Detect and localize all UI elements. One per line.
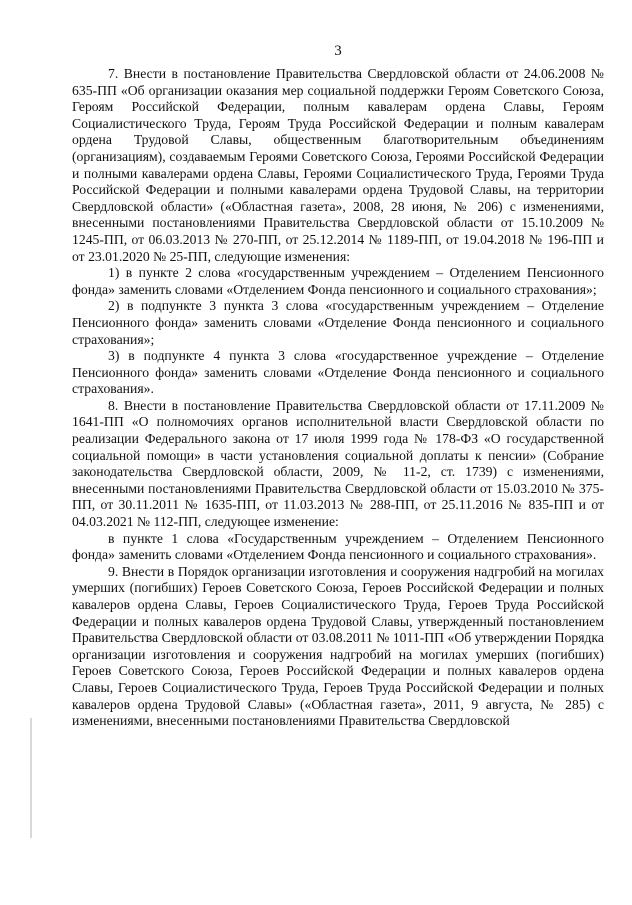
page-number: 3 — [334, 43, 342, 59]
scan-margin-mark — [30, 718, 32, 838]
paragraph-9: 9. Внести в Порядок организации изготовления и сооружения надгробий на могилах умерших (погибших) Героев Советского Союза, Героев Российской Федерации и полных кавалеров ордена Славы, Героев Социалистического Труда, Героев Труда Российской Федерации и полных кавалеров ордена Трудовой Славы, утвержденный постановлением Правительства Свердловской области от 03.08.2011 № 1011-ПП «Об утверждении Порядка организации изготовления и сооружения надгробий на могилах умерших (погибших) Героев Советского Союза, Героев Российской Федерации и полных кавалеров ордена Славы, Героев Социалистического Труда, Героев Труда Российской Федерации и полных кавалеров ордена Трудовой Славы» («Областная газета», 2011, 9 августа, № 285) с изменениями, внесенными постановлениями Правительства Свердловской — [72, 563, 604, 729]
paragraph-8: 8. Внести в постановление Правительства Свердловской области от 17.11.2009 № 1641-ПП «О полномочиях органов исполнительной власти Свердловской области по реализации Федерального закона от 17 июля 1999 года № 178-ФЗ «О государственной социальной помощи» в части установления социальной доплаты к пенсии» (Собрание законодательства Свердловской области, 2009, № 11-2, ст. 1739) с изменениями, внесенными постановлениями Правительства Свердловской области от 15.03.2010 № 375-ПП, от 30.11.2011 № 1635-ПП, от 11.03.2013 № 288-ПП, от 25.11.2016 № 835-ПП и от 04.03.2021 № 112-ПП, следующее изменение: — [72, 397, 604, 530]
paragraph-7-item-2: 2) в подпункте 3 пункта 3 слова «государственным учреждением – Отделение Пенсионного фонда» заменить словами «Отделение Фонда пенсионного и социального страхования»; — [72, 298, 604, 347]
paragraph-7-item-3: 3) в подпункте 4 пункта 3 слова «государственное учреждение – Отделение Пенсионного фонда» заменить словами «Отделение Фонда пенсионного и социального страхования». — [72, 348, 604, 397]
paragraph-8-change: в пункте 1 слова «Государственным учреждением – Отделением Пенсионного фонда» заменить словами «Отделением Фонда пенсионного и социального страхования». — [72, 530, 604, 563]
paragraph-7-item-1: 1) в пункте 2 слова «государственным учреждением – Отделением Пенсионного фонда» заменить словами «Отделением Фонда пенсионного и социального страхования»; — [72, 265, 604, 297]
paragraph-7: 7. Внести в постановление Правительства Свердловской области от 24.06.2008 № 635-ПП «Об организации оказания мер социальной поддержки Героям Советского Союза, Героям Российской Федерации, полным кавалерам ордена Славы, Героям Социалистического Труда, Героям Труда Российской Федерации и полным кавалерам ордена Трудовой Славы, общественным благотворительным объединениям (организациям), создаваемым Героями Советского Союза, Героями Российской Федерации и полными кавалерами ордена Славы, Героями Социалистического Труда, Героями Труда Российской Федерации и полными кавалерами ордена Трудовой Славы, на территории Свердловской области» («Областная газета», 2008, 28 июня, № 206) с изменениями, внесенными постановлениями Правительства Свердловской области от 15.10.2009 № 1245-ПП, от 06.03.2013 № 270-ПП, от 25.12.2014 № 1189-ПП, от 19.04.2018 № 196-ПП и от 23.01.2020 № 25-ПП, следующие изменения: — [72, 66, 604, 264]
